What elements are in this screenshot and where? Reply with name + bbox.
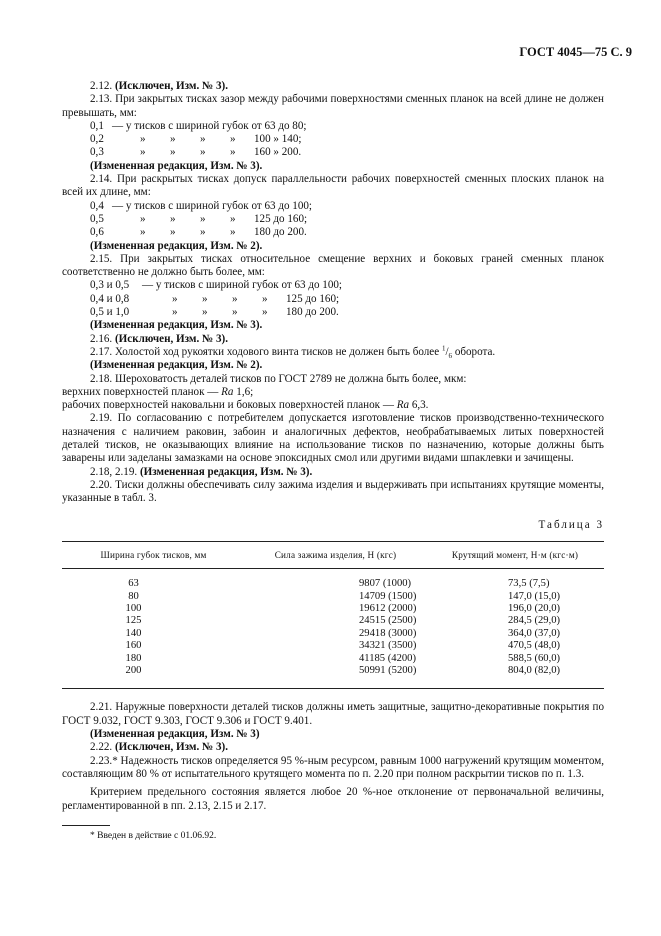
- column-header: Крутящий момент, Н·м (кгс·м): [426, 541, 604, 568]
- clause-2-18-intro: 2.18. Шероховатость деталей тисков по ГОСТ 2789 не должна быть более, мкм:: [90, 372, 467, 385]
- table-caption: Таблица 3: [538, 518, 604, 531]
- clause-2-21: 2.21. Наружные поверхности деталей тисков должны иметь защитные, защитно-декоративные покрытия по ГОСТ 9.032, ГОСТ 9.303, ГОСТ 9.306 и ГОСТ 9.401.: [62, 701, 604, 727]
- list-item: 0,4 и 0,8 » » » » 125 до 160;: [90, 292, 340, 305]
- clause-2-23-criterion: Критерием предельного состояния является любое 20 %-ное отклонение от первоначальной величины, регламентированной в пп. 2.13, 2.15 и 2.17.: [62, 786, 604, 812]
- column-header: Сила зажима изделия, Н (кгс): [245, 541, 426, 568]
- clause-2-15-intro: 2.15. При закрытых тисках относительное смещение верхних и боковых граней сменных планок соответственно не должно быть более, мм:: [62, 252, 604, 279]
- clause-2-16: 2.16. (Исключен, Изм. № 3).: [90, 332, 228, 345]
- footnote: * Введен в действие с 01.06.92.: [90, 830, 217, 841]
- clause-2-12: 2.12. (Исключен, Изм. № 3).: [90, 80, 228, 92]
- table-row: 140 29418 (3000) 364,0 (37,0): [125, 627, 561, 639]
- table-row: 80 14709 (1500) 147,0 (15,0): [128, 590, 561, 602]
- table-row: 100 19612 (2000) 196,0 (20,0): [125, 603, 561, 615]
- amendment-note: (Измененная редакция, Изм. № 2).: [90, 359, 263, 372]
- clause-2-20: 2.20. Тиски должны обеспечивать силу зажима изделия и выдерживать при испытаниях крутящие моменты, указанные в табл. 3.: [62, 478, 604, 505]
- footnote-divider: [62, 825, 110, 826]
- list-item: 0,3 и 0,5 — у тисков с шириной губок от 63 до 100;: [90, 279, 343, 292]
- document-body: [62, 80, 604, 843]
- roughness-line: верхних поверхностей планок — Ra 1,6;: [62, 385, 254, 398]
- clause-2-13-intro: 2.13. При закрытых тисках зазор между рабочими поверхностями сменных планок на всей длине не должен превышать, мм:: [62, 93, 604, 119]
- amendment-note: (Измененная редакция, Изм. № 3).: [90, 159, 263, 172]
- table-row: 63 9807 (1000) 73,5 (7,5): [128, 578, 550, 590]
- list-item: 0,4 — у тисков с шириной губок от 63 до 100;: [90, 199, 313, 212]
- clause-2-23: 2.23.* Надежность тисков определяется 95 %-ным ресурсом, равным 1000 нагружений крутящим моментом, составляющим 80 % от испытательного крутящего момента по п. 2.20 при полном раскрытии тисков по п. 1.3.: [62, 754, 605, 780]
- list-item: 0,3 » » » » 160 » 200.: [90, 146, 302, 159]
- list-item: 0,5 и 1,0 » » » » 180 до 200.: [90, 306, 339, 319]
- clause-2-19: 2.19. По согласованию с потребителем допускается изготовление тисков производственно-технического назначения с наличием раковин, забоин и аналогичных дефектов, необрабатываемых литых поверхностей деталей тисков, не оказывающих влияние на использование тисков по назначению, которые должны быть заварены или заделаны замазками на основе эпоксидных смол или другими видами шпаклевки и зачищены.: [62, 412, 604, 465]
- table-row: 125 24515 (2500) 284,5 (29,0): [125, 615, 561, 627]
- list-item: 0,5 » » » » 125 до 160;: [90, 212, 308, 225]
- list-item: 0,6 » » » » 180 до 200.: [90, 226, 307, 239]
- table-3: [62, 541, 604, 690]
- column-header: Ширина губок тисков, мм: [62, 541, 245, 568]
- clause-2-14-intro: 2.14. При раскрытых тисках допуск параллельности рабочих поверхностей сменных плоских планок на всей их длине, мм:: [62, 173, 604, 199]
- table-row: 200 50991 (5200) 804,0 (82,0): [62, 665, 604, 689]
- page-header: ГОСТ 4045—75 С. 9: [519, 45, 632, 59]
- clause-2-22: 2.22. (Исключен, Изм. № 3).: [90, 741, 228, 754]
- table-header-row: [62, 541, 604, 568]
- list-item: 0,2 » » » » 100 » 140;: [90, 133, 302, 146]
- roughness-line: рабочих поверхностей наковальни и боковых поверхностей планок — Ra 6,3.: [62, 399, 429, 412]
- amendment-note: (Измененная редакция, Изм. № 3).: [90, 319, 263, 332]
- table-row: 160 34321 (3500) 470,5 (48,0): [125, 640, 561, 652]
- list-item: 0,1 — у тисков с шириной губок от 63 до 80;: [90, 119, 307, 132]
- clause-2-17: 2.17. Холостой ход рукоятки ходового винта тисков не должен быть более $^1/_6$ оборота.: [90, 344, 496, 361]
- amendment-note: (Измененная редакция, Изм. № 3): [90, 728, 260, 741]
- amendment-note: 2.18, 2.19. (Измененная редакция, Изм. № 3).: [90, 465, 313, 478]
- amendment-note: (Измененная редакция, Изм. № 2).: [90, 239, 263, 252]
- table-row: 180 41185 (4200) 588,5 (60,0): [125, 652, 561, 664]
